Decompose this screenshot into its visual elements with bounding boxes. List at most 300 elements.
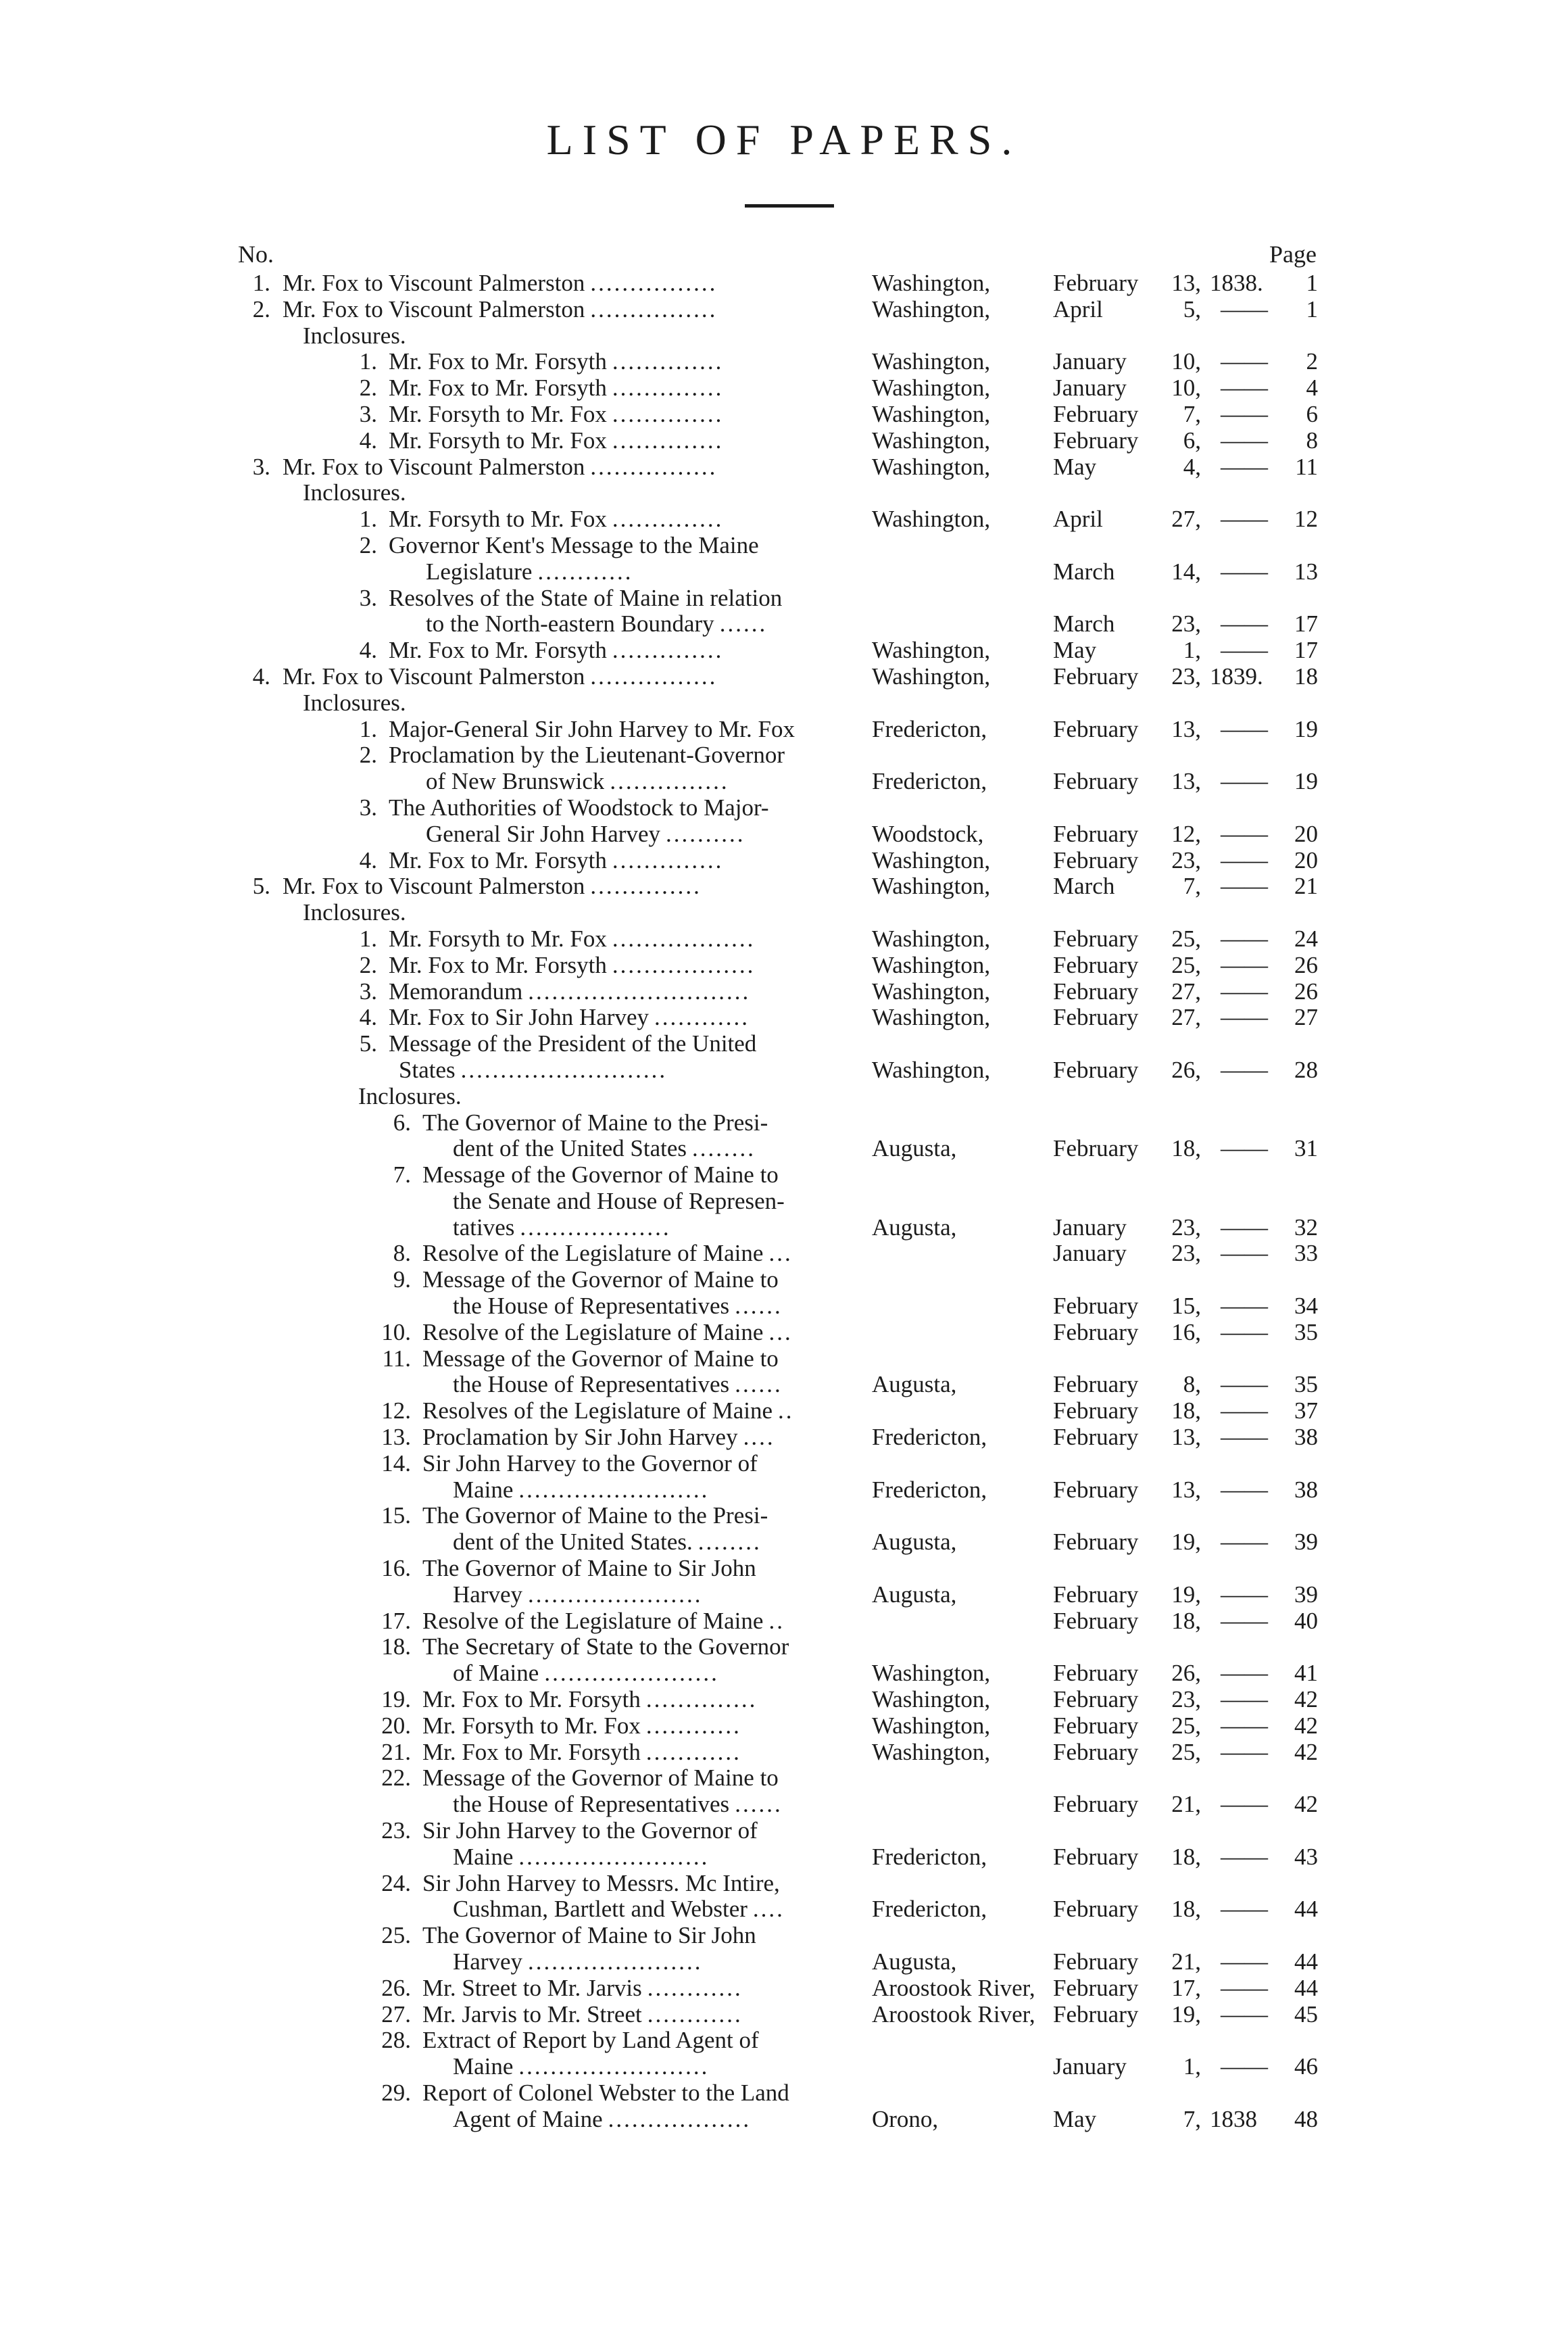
row-place: Augusta, [872,1135,957,1162]
row-year: —— [1221,951,1268,978]
row-description: The Governor of Maine to the Presi- [422,1503,768,1529]
row-day: 25, [1171,951,1201,978]
list-row [0,1556,1568,1582]
row-description: Mr. Fox to Sir John Harvey [389,1005,649,1031]
row-number: 21. [381,1738,411,1765]
row-description: Resolve of the Legislature of Maine [422,1608,764,1634]
row-page: 38 [1294,1424,1318,1451]
row-day: 18, [1171,1896,1201,1923]
list-row [0,1110,1568,1136]
row-month: February [1053,715,1139,742]
row-day: 7, [1183,400,1201,427]
row-number: 23. [381,1817,411,1844]
row-place: Orono, [872,2105,939,2132]
row-description: Mr. Fox to Mr. Forsyth [422,1687,641,1713]
row-number: 17. [381,1607,411,1634]
list-row [0,1739,1568,1766]
row-leader-dots: ............ [647,2001,743,2027]
row-day: 13, [1171,768,1201,795]
row-description: Mr. Fox to Viscount Palmerston [283,663,585,690]
row-number: 1. [359,348,377,375]
row-day: 23, [1171,663,1201,690]
row-day: 27, [1171,506,1201,533]
list-row [0,1687,1568,1713]
row-page: 46 [1294,2053,1318,2080]
papers-list [0,270,1568,2133]
row-number: 13. [381,1424,411,1451]
row-description: to the North-eastern Boundary [426,611,714,638]
list-row [0,297,1568,323]
row-place: Washington, [872,453,991,480]
row-leader-dots: .............. [612,427,724,454]
row-month: February [1053,1581,1139,1608]
row-day: 1, [1183,2053,1201,2080]
row-description: Mr. Fox to Mr. Forsyth [422,1739,641,1765]
row-place: Washington, [872,375,991,402]
row-description: Message of the President of the United [389,1031,757,1057]
row-year: —— [1221,348,1268,375]
row-description: Mr. Fox to Viscount Palmerston [283,270,585,296]
row-leader-dots: ............ [645,1712,741,1739]
column-header-page: Page [1269,241,1317,268]
row-place: Washington, [872,1056,991,1083]
row-number: 12. [381,1397,411,1424]
row-number: 2. [359,531,377,558]
row-place: Augusta, [872,1948,957,1975]
row-day: 18, [1171,1397,1201,1424]
row-page: 1 [1306,295,1318,322]
row-place: Fredericton, [872,1843,987,1870]
row-description: Legislature [426,558,533,585]
row-place: Washington, [872,270,991,296]
row-place: Fredericton, [872,1424,987,1451]
row-page: 31 [1294,1135,1318,1162]
row-month: February [1053,768,1139,795]
list-row [0,1451,1568,1477]
list-row [0,402,1568,428]
row-month: February [1053,1371,1139,1398]
list-row [0,270,1568,297]
row-leader-dots: ........ [692,1136,756,1162]
list-row [0,2080,1568,2107]
row-year: —— [1221,1318,1268,1345]
row-description: Mr. Fox to Mr. Forsyth [389,847,607,873]
row-leader-dots: ............ [645,1739,741,1765]
row-description: Sir John Harvey to the Governor of [422,1450,758,1477]
row-description: Mr. Fox to Mr. Forsyth [389,638,607,664]
row-description: Governor Kent's Message to the Maine [389,532,759,558]
row-day: 23, [1171,1214,1201,1241]
row-description: Maine [453,1844,514,1870]
row-month: February [1053,1135,1139,1162]
list-row [0,1818,1568,1844]
row-leader-dots: .............. [612,847,724,873]
column-header-no: No. [238,241,274,268]
row-page: 13 [1294,558,1318,585]
row-day: 21, [1171,1791,1201,1818]
row-description: Agent of Maine [453,2106,603,2132]
row-number: 25. [381,1922,411,1949]
row-year: 1838. [1210,270,1263,296]
row-leader-dots: .............. [645,1687,758,1713]
list-row [0,1529,1568,1556]
row-year: —— [1221,1974,1268,2001]
row-number: 4. [252,663,270,690]
row-page: 41 [1294,1660,1318,1687]
list-row [0,1503,1568,1529]
row-place: Augusta, [872,1581,957,1608]
row-month: February [1053,270,1139,296]
row-description: tatives [453,1214,515,1241]
row-year: —— [1221,1293,1268,1320]
row-page: 18 [1294,663,1318,690]
row-year: —— [1221,610,1268,638]
row-leader-dots: ................ [590,270,718,296]
row-month: February [1053,1424,1139,1451]
row-day: 16, [1171,1318,1201,1345]
list-row [0,2002,1568,2028]
row-page: 33 [1294,1240,1318,1267]
row-year: 1838 [1210,2105,1257,2132]
row-day: 1, [1183,637,1201,664]
row-day: 23, [1171,610,1201,638]
row-day: 5, [1183,295,1201,322]
row-description: Mr. Jarvis to Mr. Street [422,2001,642,2027]
row-page: 44 [1294,1896,1318,1923]
list-row [0,1372,1568,1398]
row-year: —— [1221,506,1268,533]
row-place: Washington, [872,951,991,978]
row-month: February [1053,427,1139,454]
row-day: 18, [1171,1607,1201,1634]
row-year: —— [1221,978,1268,1005]
row-description: Mr. Fox to Viscount Palmerston [283,454,585,480]
list-row [0,1634,1568,1660]
row-place: Washington, [872,978,991,1005]
row-leader-dots: ...... [735,1293,783,1320]
row-description: Message of the Governor of Maine to [422,1345,779,1372]
row-number: 2. [359,742,377,769]
row-page: 20 [1294,820,1318,847]
row-description: Message of the Governor of Maine to [422,1267,779,1293]
list-row [0,1189,1568,1215]
list-row [0,559,1568,585]
row-number: 4. [359,427,377,454]
row-description: Harvey [453,1949,523,1975]
list-row [0,926,1568,953]
row-description: Maine [453,1477,514,1503]
row-month: April [1053,295,1103,322]
row-day: 19, [1171,1529,1201,1556]
row-page: 12 [1294,506,1318,533]
row-number: 1. [359,925,377,952]
list-row [0,821,1568,848]
row-place: Washington, [872,400,991,427]
row-page: 27 [1294,1004,1318,1031]
row-description: Mr. Street to Mr. Jarvis [422,1975,642,2001]
row-month: February [1053,663,1139,690]
row-day: 13, [1171,270,1201,296]
list-row [0,2054,1568,2080]
row-place: Washington, [872,663,991,690]
row-place: Fredericton, [872,1896,987,1923]
list-row [0,1005,1568,1031]
row-place: Washington, [872,295,991,322]
row-place: Augusta, [872,1529,957,1556]
list-row [0,480,1568,506]
row-leader-dots: .......................... [460,1057,668,1083]
row-leader-dots: ............ [654,1005,750,1031]
row-description: Proclamation by Sir John Harvey [422,1424,738,1451]
row-page: 44 [1294,1974,1318,2001]
row-year: —— [1221,846,1268,873]
row-number: 6. [393,1109,411,1136]
list-row [0,1871,1568,1897]
row-day: 19, [1171,2000,1201,2027]
row-day: 10, [1171,375,1201,402]
row-description: the House of Representatives [453,1372,730,1398]
row-month: February [1053,1397,1139,1424]
row-day: 19, [1171,1581,1201,1608]
list-row [0,1896,1568,1923]
row-year: —— [1221,715,1268,742]
row-day: 7, [1183,873,1201,900]
list-row [0,1923,1568,1949]
row-year: —— [1221,1529,1268,1556]
row-leader-dots: ........................ [518,2054,710,2080]
row-day: 25, [1171,1738,1201,1765]
row-year: —— [1221,453,1268,480]
row-number: 3. [359,794,377,821]
list-row [0,1844,1568,1871]
row-leader-dots: ........................ [518,1477,710,1503]
row-description: dent of the United States [453,1136,687,1162]
row-page: 4 [1306,375,1318,402]
row-leader-dots: .............. [612,506,724,533]
list-row [0,323,1568,350]
row-number: 5. [359,1030,377,1057]
row-year: —— [1221,1240,1268,1267]
row-day: 13, [1171,1424,1201,1451]
row-month: February [1053,1686,1139,1713]
row-leader-dots: ................... [520,1214,671,1241]
row-day: 23, [1171,1240,1201,1267]
row-description: Cushman, Bartlett and Webster [453,1896,748,1923]
row-description: Mr. Fox to Viscount Palmerston [283,296,585,322]
row-month: February [1053,1660,1139,1687]
row-page: 8 [1306,427,1318,454]
list-row [0,1660,1568,1687]
row-year: —— [1221,2053,1268,2080]
row-month: February [1053,1974,1139,2001]
row-year: —— [1221,1371,1268,1398]
row-month: January [1053,1214,1127,1241]
row-number: 4. [359,846,377,873]
row-month: April [1053,506,1103,533]
row-month: February [1053,925,1139,952]
row-year: —— [1221,1948,1268,1975]
row-place: Washington, [872,427,991,454]
row-leader-dots: ........................ [518,1844,710,1870]
list-row [0,1792,1568,1818]
list-row [0,1713,1568,1739]
row-description: Mr. Fox to Mr. Forsyth [389,349,607,375]
row-page: 39 [1294,1529,1318,1556]
row-description: Mr. Forsyth to Mr. Fox [422,1712,641,1739]
row-day: 26, [1171,1056,1201,1083]
row-day: 25, [1171,925,1201,952]
row-description: Inclosures. [303,480,406,506]
row-day: 7, [1183,2105,1201,2132]
row-description: Sir John Harvey to Messrs. Mc Intire, [422,1870,780,1896]
row-page: 28 [1294,1056,1318,1083]
row-year: —— [1221,427,1268,454]
row-year: —— [1221,1004,1268,1031]
row-leader-dots: ........ [697,1529,762,1556]
row-page: 42 [1294,1686,1318,1713]
row-leader-dots: .............. [612,349,724,375]
row-place: Augusta, [872,1371,957,1398]
row-number: 1. [252,270,270,296]
row-month: March [1053,873,1115,900]
row-place: Woodstock, [872,820,984,847]
row-number: 3. [359,978,377,1005]
row-day: 27, [1171,1004,1201,1031]
row-leader-dots: ............... [610,769,729,795]
row-leader-dots: .. [768,1608,785,1634]
row-leader-dots: ............ [537,558,633,585]
row-month: January [1053,375,1127,402]
row-description: States [399,1057,456,1083]
list-row [0,1267,1568,1293]
row-page: 40 [1294,1607,1318,1634]
row-number: 3. [359,584,377,611]
row-leader-dots: .............. [612,401,724,427]
row-page: 34 [1294,1293,1318,1320]
list-row [0,1215,1568,1241]
row-month: February [1053,846,1139,873]
row-year: —— [1221,820,1268,847]
page-title: LIST OF PAPERS. [546,116,1022,164]
row-place: Fredericton, [872,768,987,795]
list-row [0,1949,1568,1975]
row-place: Aroostook River, [872,1974,1035,2001]
row-leader-dots: ...................... [544,1660,719,1687]
list-row [0,769,1568,795]
row-leader-dots: ................ [590,663,718,690]
list-row [0,1346,1568,1372]
row-description: Message of the Governor of Maine to [422,1162,779,1189]
list-row [0,1975,1568,2002]
row-day: 18, [1171,1135,1201,1162]
row-year: —— [1221,1581,1268,1608]
list-row [0,454,1568,481]
row-year: —— [1221,637,1268,664]
row-description: Inclosures. [303,690,406,716]
list-row [0,1136,1568,1162]
row-page: 35 [1294,1371,1318,1398]
row-year: —— [1221,1397,1268,1424]
list-row [0,1398,1568,1424]
list-row [0,506,1568,533]
list-row [0,1084,1568,1110]
row-page: 11 [1295,453,1318,480]
row-number: 11. [382,1345,411,1372]
row-leader-dots: .................. [608,2106,752,2132]
row-description: Mr. Forsyth to Mr. Fox [389,427,607,454]
row-number: 15. [381,1502,411,1529]
row-year: —— [1221,295,1268,322]
row-leader-dots: ...... [735,1372,783,1398]
row-place: Washington, [872,348,991,375]
list-row [0,1293,1568,1320]
row-number: 1. [359,506,377,533]
row-page: 6 [1306,400,1318,427]
row-page: 26 [1294,978,1318,1005]
row-number: 19. [381,1686,411,1713]
row-page: 26 [1294,951,1318,978]
row-day: 26, [1171,1660,1201,1687]
row-description: of New Brunswick [426,769,605,795]
row-description: Resolves of the State of Maine in relation [389,585,783,611]
row-place: Fredericton, [872,715,987,742]
list-row [0,611,1568,638]
list-row [0,638,1568,664]
row-month: February [1053,1896,1139,1923]
row-page: 43 [1294,1843,1318,1870]
row-month: January [1053,1240,1127,1267]
list-row [0,1424,1568,1451]
row-month: February [1053,1318,1139,1345]
row-month: March [1053,610,1115,638]
row-day: 18, [1171,1843,1201,1870]
row-place: Washington, [872,1738,991,1765]
row-description: The Governor of Maine to the Presi- [422,1109,768,1136]
row-month: February [1053,1712,1139,1739]
row-number: 3. [252,453,270,480]
row-day: 12, [1171,820,1201,847]
list-row [0,873,1568,900]
row-page: 42 [1294,1712,1318,1739]
row-month: February [1053,1293,1139,1320]
row-number: 2. [359,951,377,978]
list-row [0,1477,1568,1504]
row-place: Washington, [872,873,991,900]
row-number: 2. [359,375,377,402]
list-row [0,717,1568,743]
list-row [0,953,1568,979]
row-leader-dots: ...... [719,611,768,638]
row-year: 1839. [1210,663,1263,690]
row-number: 1. [359,715,377,742]
list-row [0,979,1568,1005]
row-leader-dots: .................. [612,952,756,978]
row-day: 10, [1171,348,1201,375]
row-year: —— [1221,873,1268,900]
row-leader-dots: .................. [612,926,756,952]
row-leader-dots: ... [768,1241,793,1267]
row-month: January [1053,348,1127,375]
row-place: Washington, [872,846,991,873]
row-number: 22. [381,1765,411,1792]
row-description: Inclosures. [358,1083,462,1109]
row-year: —— [1221,375,1268,402]
row-place: Augusta, [872,1214,957,1241]
row-number: 28. [381,2027,411,2054]
title-rule [745,204,834,208]
row-description: Report of Colonel Webster to the Land [422,2080,789,2106]
row-day: 14, [1171,558,1201,585]
